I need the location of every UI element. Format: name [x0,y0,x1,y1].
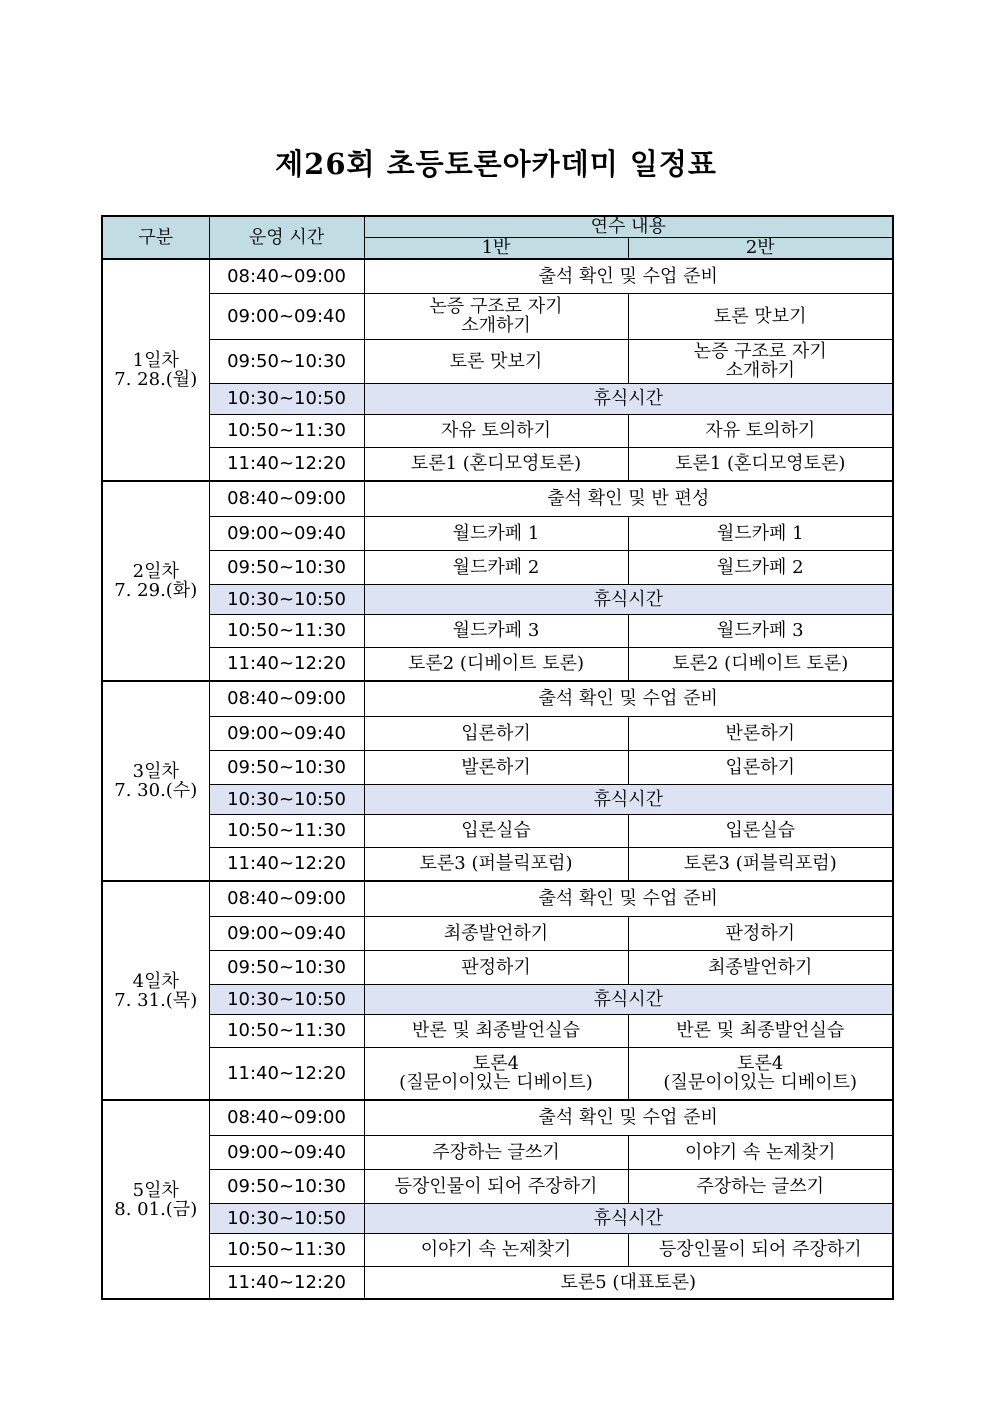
table-row [102,784,893,814]
class2-cell: 주장하는 글쓰기 [628,1169,893,1203]
class1-cell: 발론하기 [364,750,628,784]
table-row [102,916,893,950]
time-cell: 10:50~11:30 [209,1014,364,1047]
time-cell: 08:40~09:00 [209,481,364,516]
time-cell: 11:40~12:20 [209,447,364,481]
day-cell [102,481,209,681]
class2-cell: 월드카페 2 [628,550,893,584]
time-cell: 08:40~09:00 [209,881,364,916]
time-cell: 10:50~11:30 [209,814,364,847]
table-row [102,614,893,647]
merged-content-cell: 출석 확인 및 수업 준비 [364,881,893,916]
class1-cell: 논증 구조로 자기 소개하기 [364,293,628,339]
table-row [102,716,893,750]
table-row [102,293,893,339]
header-category: 구분 [102,216,209,259]
time-cell: 08:40~09:00 [209,681,364,716]
class1-cell: 토론3 (퍼블릭포럼) [364,847,628,881]
class1-cell: 이야기 속 논제찾기 [364,1233,628,1266]
time-cell: 09:00~09:40 [209,516,364,550]
break-cell: 휴식시간 [364,1203,893,1233]
class2-cell: 토론2 (디베이트 토론) [628,647,893,681]
class2-cell: 자유 토의하기 [628,414,893,447]
day-cell [102,259,209,481]
day-label: 3일차 [132,761,179,782]
class1-cell: 토론2 (디베이트 토론) [364,647,628,681]
class1-cell: 판정하기 [364,950,628,984]
merged-content-cell: 출석 확인 및 수업 준비 [364,681,893,716]
time-cell: 09:00~09:40 [209,293,364,339]
class1-cell: 반론 및 최종발언실습 [364,1014,628,1047]
table-row [102,1047,893,1100]
day-label: 5일차 [132,1179,179,1201]
day-cell [102,881,209,1100]
time-cell: 10:30~10:50 [209,1203,364,1233]
day-label: 4일차 [132,970,179,992]
table-row [102,339,893,383]
day-label: 1일차 [132,350,179,371]
class2-cell: 월드카페 1 [628,516,893,550]
header-class1: 1반 [364,238,628,260]
class2-cell: 최종발언하기 [628,950,893,984]
time-cell: 11:40~12:20 [209,1266,364,1299]
table-row [102,414,893,447]
class1-cell: 토론 맛보기 [364,339,628,383]
day-date: 7. 30.(수) [114,780,198,801]
time-cell: 09:00~09:40 [209,1135,364,1169]
class1-cell: 월드카페 2 [364,550,628,584]
class2-cell: 토론3 (퍼블릭포럼) [628,847,893,881]
table-row [102,681,893,716]
table-row [102,1135,893,1169]
time-cell: 09:50~10:30 [209,950,364,984]
day-date: 7. 29.(화) [114,580,198,601]
header-content: 연수 내용 [364,216,893,238]
class2-cell: 월드카페 3 [628,614,893,647]
time-cell: 09:50~10:30 [209,550,364,584]
table-row [102,1014,893,1047]
table-row [102,814,893,847]
time-cell: 10:50~11:30 [209,614,364,647]
table-row [102,1203,893,1233]
class2-cell: 토론4 (질문이이있는 디베이트) [628,1047,893,1100]
class2-cell: 반론하기 [628,716,893,750]
merged-content-cell: 출석 확인 및 반 편성 [364,481,893,516]
table-row [102,516,893,550]
table-row [102,1266,893,1299]
merged-content-cell: 출석 확인 및 수업 준비 [364,259,893,293]
class2-cell: 입론실습 [628,814,893,847]
header-class2: 2반 [628,238,893,260]
table-row [102,950,893,984]
time-cell: 10:30~10:50 [209,383,364,414]
class1-cell: 입론하기 [364,716,628,750]
class1-cell: 최종발언하기 [364,916,628,950]
class1-cell: 토론1 (혼디모영토론) [364,447,628,481]
table-row [102,1100,893,1135]
header-time: 운영 시간 [209,216,364,259]
class1-cell: 입론실습 [364,814,628,847]
time-cell: 09:00~09:40 [209,716,364,750]
time-cell: 10:50~11:30 [209,1233,364,1266]
merged-content-cell: 토론5 (대표토론) [364,1266,893,1299]
table-row [102,750,893,784]
table-row [102,550,893,584]
class2-cell: 이야기 속 논제찾기 [628,1135,893,1169]
day-cell [102,681,209,881]
page-title: 제26회 초등토론아카데미 일정표 [275,147,717,181]
day-date: 7. 31.(목) [114,989,198,1011]
time-cell: 10:30~10:50 [209,584,364,614]
time-cell: 11:40~12:20 [209,1047,364,1100]
class2-cell: 반론 및 최종발언실습 [628,1014,893,1047]
time-cell: 08:40~09:00 [209,1100,364,1135]
table-row [102,984,893,1014]
break-cell: 휴식시간 [364,984,893,1014]
table-row [102,481,893,516]
class1-cell: 월드카페 3 [364,614,628,647]
table-row [102,1233,893,1266]
time-cell: 11:40~12:20 [209,647,364,681]
class1-cell: 주장하는 글쓰기 [364,1135,628,1169]
day-date: 8. 01.(금) [114,1198,198,1220]
table-row [102,1169,893,1203]
class1-cell: 월드카페 1 [364,516,628,550]
break-cell: 휴식시간 [364,383,893,414]
table-row [102,584,893,614]
time-cell: 09:00~09:40 [209,916,364,950]
break-cell: 휴식시간 [364,584,893,614]
class2-cell: 토론1 (혼디모영토론) [628,447,893,481]
day-label: 2일차 [132,561,179,582]
table-row [102,447,893,481]
class2-cell: 논증 구조로 자기 소개하기 [628,339,893,383]
time-cell: 09:50~10:30 [209,1169,364,1203]
day-cell [102,1100,209,1299]
table-row [102,847,893,881]
schedule-body [102,259,893,1299]
table-row [102,259,893,293]
class2-cell: 토론 맛보기 [628,293,893,339]
class1-cell: 토론4 (질문이이있는 디베이트) [364,1047,628,1100]
time-cell: 09:50~10:30 [209,750,364,784]
time-cell: 10:30~10:50 [209,984,364,1014]
break-cell: 휴식시간 [364,784,893,814]
time-cell: 09:50~10:30 [209,339,364,383]
schedule-table [101,215,894,1300]
class1-cell: 자유 토의하기 [364,414,628,447]
day-date: 7. 28.(월) [114,369,198,390]
time-cell: 10:30~10:50 [209,784,364,814]
time-cell: 10:50~11:30 [209,414,364,447]
table-row [102,383,893,414]
merged-content-cell: 출석 확인 및 수업 준비 [364,1100,893,1135]
class2-cell: 등장인물이 되어 주장하기 [628,1233,893,1266]
class2-cell: 판정하기 [628,916,893,950]
table-row [102,647,893,681]
time-cell: 11:40~12:20 [209,847,364,881]
class1-cell: 등장인물이 되어 주장하기 [364,1169,628,1203]
table-row [102,881,893,916]
class2-cell: 입론하기 [628,750,893,784]
time-cell: 08:40~09:00 [209,259,364,293]
